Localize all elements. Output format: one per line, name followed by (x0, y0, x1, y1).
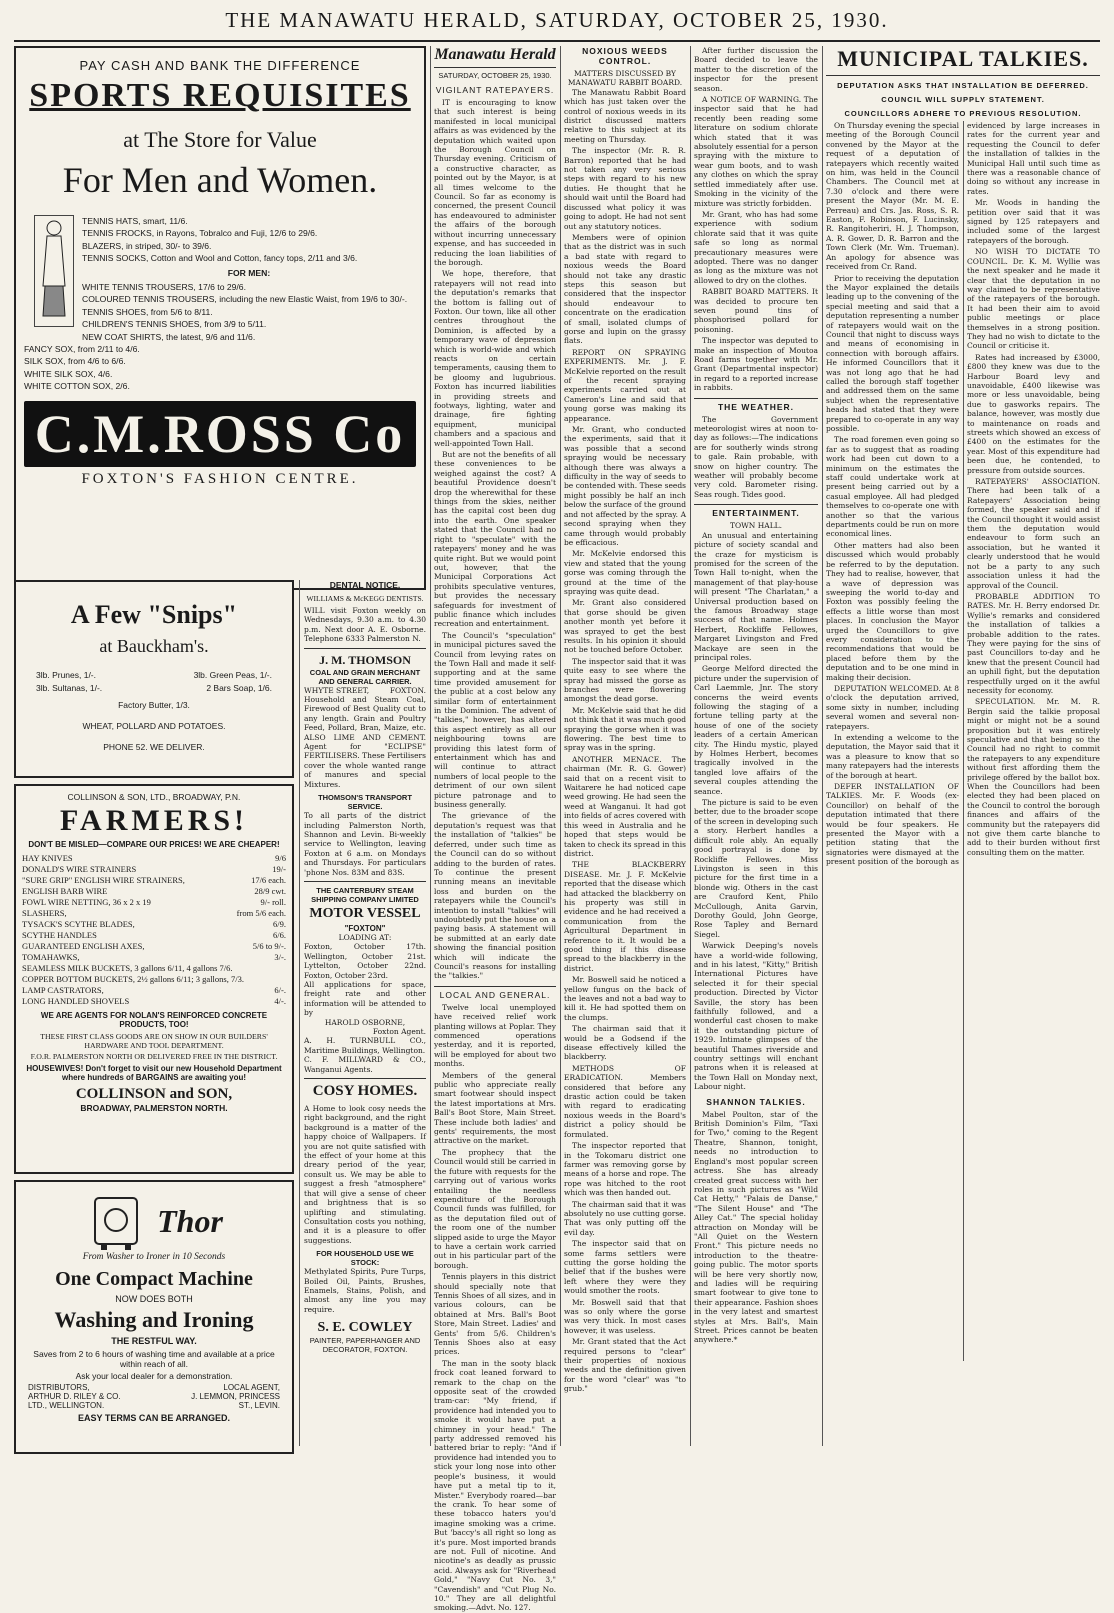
thor-terms: EASY TERMS CAN BE ARRANGED. (77, 1413, 230, 1423)
collinson-address: BROADWAY, PALMERSTON NORTH. (80, 1103, 228, 1113)
thor-headline: One Compact Machine (55, 1268, 253, 1290)
collinson-item: ENGLISH BARB WIRE 28/9 cwt. (22, 886, 286, 896)
dental-name: WILLIAMS & McKEGG DENTISTS. (306, 594, 424, 603)
ross-item-13: WHITE COTTON SOX, 2/6. (24, 381, 130, 392)
canterbury-agent: HAROLD OSBORNE, (324, 1017, 406, 1027)
herald-nameplate: Manawatu Herald (434, 46, 556, 68)
ross-sub2: For Men and Women. (62, 160, 378, 200)
column-rule (822, 46, 823, 1446)
collinson-top: COLLINSON & SON, LTD., BROADWAY, P.N. (67, 792, 241, 802)
collinson-housewives: HOUSEWIVES! Don't forget to visit our new Household Department where hundreds of BARGAINS are awaiting you! (26, 1064, 282, 1082)
entertainment-sub: TOWN HALL. (729, 521, 783, 531)
column-weather-entertainment (694, 46, 818, 1446)
thor-local: J. LEMMON, PRINCESS ST., LEVIN. (191, 1392, 280, 1410)
thor-headline2: Washing and Ironing (54, 1307, 254, 1332)
collinson-agents: WE ARE AGENTS FOR NOLAN'S REINFORCED CONCRETE PRODUCTS, TOO! (40, 1011, 268, 1029)
weather-title: THE WEATHER. (694, 398, 818, 412)
snips-item-peas: 3lb. Green Peas, 1/-. (193, 670, 272, 680)
entertainment-title: ENTERTAINMENT. (694, 504, 818, 518)
thomson-town: FOXTON. (389, 685, 426, 695)
collinson-headline: FARMERS! (59, 804, 249, 837)
shannon-body: Mabel Poulton, star of the British Dominion's Film, "Taxi for Two," coming to the Regent Theatre, Shannon, tonight, needs no introduction to England's most popular screen actress. She has already created great success with her roles in such pictures as "Wild Cat Hetty," "Palais de Danse," "The Silent House" and "The Alley Cat." The special holiday attraction on Monday will be "All Quiet on the Western Front." This picture needs no introduction to the theatre-going public. The motor sports will be here very shortly now, and ladies will be requiring smart footwear to give tone to their appearance. Fashion shoes in the very latest and smartest styles at Mrs. Ball's, Main Street. Prices cannot be beaten anywhere.* (694, 1109, 818, 1345)
weeds-continued: After further discussion the Board decided to leave the matter to the discretion of the inspector for the present season. A NOTICE OF WARNING. The inspector said that he had recently been reading some literature on sodium chlorate which stated that it was absolutely essential for a person spraying with the mixture to wear gum boots, and to wash any clothes on which the spray settled immediately after use. Smoking in the vicinity of the mixture was strictly forbidden. Mr. Grant, who has had some experience with sodium chlorate said that it was quite safe so long as normal precautionary measures were adopted. There was no danger as long as the mixture was not allowed to dry on the clothes. RABBIT BOARD MATTERS. It was decided to procure ten seven pound tins of phosphorised pollard for poisoning. The inspector was deputed to make an inspection of Moutoa Road farms together with Mr. Grant (Departmental inspector) in regard to a reported increase in rabbits. (694, 46, 818, 393)
thor-dist: ARTHUR D. RILEY & CO. LTD., WELLINGTON. (28, 1392, 121, 1410)
ross-banner: C.M.ROSS Co (24, 401, 416, 467)
canterbury-vessel: MOTOR VESSEL (309, 905, 421, 921)
collinson-item: COPPER BOTTOM BUCKETS, 2½ gallons 6/11; 3 gallons, 7/3. (22, 974, 244, 984)
ross-advertisement (14, 46, 426, 590)
divider (304, 881, 426, 882)
collinson-item: LONG HANDLED SHOVELS 4/-. (22, 996, 286, 1006)
collinson-item: DONALD'S WIRE STRAINERS 19/- (22, 864, 286, 874)
snips-item-soap: 2 Bars Soap, 1/6. (206, 683, 272, 693)
ross-item-12: WHITE SILK SOX, 4/6. (24, 368, 113, 379)
collinson-item: HAY KNIVES 9/6 (22, 853, 286, 863)
cosy-title: COSY HOMES. (312, 1083, 418, 1100)
municipal-body: On Thursday evening the special meeting of the Borough Council convened by the Mayor at the request of a deputation of ratepayers which recently waited on him, was held in the Council Chambers. The Council met at 7.30 o'clock and there were present the Mayor (Mr. M. E. Perreau) and Crs. Jas. Ross, S. R. Easton, F. Robinson, F. Lucinsky, R. Rangitoheriri, H. J. Thompson, A. R. Gower, D. R. Barron and the Town Clerk (Mr. Wm. Trueman). An apology for absence was received from Cr. Rand. Prior to receiving the deputation the Mayor explained the details leading up to the convening of the special meeting and said that a deputation representing a number of ratepayers would wait on the Council that night to discuss ways and means of economising in connection with borough affairs. He informed Councillors that it was not long ago that he had called the borough staff together and addressed them on the same subject when the representative heads had stated that they were prepared to co-operate in any way possible. The road foremen even going so far as to suggest that as roading work had been cut down to a minimum on the estimates the staff could undertake work at present being carried out by a casual employee. All had pledged themselves to co-operate one with another so that the various departments could be run on more economical lines. Other matters had also been discussed which would probably be referred to by the deputation. They had to realise, however, that a wave of depression was sweeping the world to-day and Foxton was possibly feeling the effects a little worse than most places. In conclusion the Mayor urged the Councillors to give every consideration to the recommendations that would be placed before them by the deputation and to be one mind in making their decision. DEPUTATION WELCOMED. At 8 o'clock the deputation arrived, some sixty in number, including several women and several non-ratepayers. In extending a welcome to the deputation, the Mayor said that it was a pleasure to know that so many ratepayers had the interests of the borough at heart. DEFER INSTALLATION OF TALKIES. Mr. F. Woods (ex-Councillor) on behalf of the deputation intimated that there would be four speakers. He presented the Mayor with a petition stating that the signatories were dismayed at the present position of the borough as evidenced by large increases in rates for the current year and requesting the Council to defer the installation of talkies in the Municipal Hall until such time as there was a reasonable chance of doing so without any increase in rates. Mr. Woods in handing the petition over said that it was signed by 125 ratepayers and included some of the largest ratepayers of the borough. NO WISH TO DICTATE TO COUNCIL. Dr. K. M. Wyllie was the next speaker and he made it clear that the deputation in no way claimed to be representative of the ratepayers of the borough. It had been their aim to avoid public meetings or place themselves in a strong position. They had no wish to dictate to the Council or criticise it. Rates had increased by £3000, £800 they knew was due to the Harbour Board levy and unavoidable, £400 likewise was more or less unavoidable, being due to gasworks repairs. The balance, however, was mostly due to maintenance on roads and streets which showed an excess of £400 on the estimates for the year. Most of this expenditure had been due, he contended, to pressure from outside sources. RATEPAYERS' ASSOCIATION. There had been talk of a Ratepayers' Association being formed, the speaker said and if the Council thought it would assist them the deputation would endeavour to form such an association, but he wanted it clearly understood that he would not be a party to any such association unless it had the approval of the Council. PROBABLE ADDITION TO RATES. Mr. H. Berry endorsed Dr. Wyllie's remarks and considered the installation of talkies a probable addition to the rates. They were paying for the sins of past Councillors to-day and he knew that the present Council had an uphill fight, but the deputation respectfully urged on it the awful necessity for economy. SPECULATION. Mr. M. R. Bergin said the talkie proposal might or might not be a sound proposition but it was entirely speculative and that being so the Council had no right to commit the ratepayers to any expenditure without first affording them the privilege offered by the ballot box. When the Councillors had been elected they had been placed on the Council to control the borough finances and affairs of the community but the ratepayers did not give them carte blanche to add to their burden without first consulting them on the matter. (826, 121, 1100, 867)
weeds-title: NOXIOUS WEEDS CONTROL. (582, 46, 668, 66)
canterbury-top: THE CANTERBURY STEAM SHIPPING COMPANY LIMITED (311, 885, 419, 904)
collinson-item: TOMAHAWKS, 3/-. (22, 952, 286, 962)
collinson-item: "SURE GRIP" ENGLISH WIRE STRAINERS, 17/6 each. (22, 875, 286, 885)
canterbury-advertisement (304, 886, 426, 1074)
canterbury-a2: A. H. TURNBULL CO., Maritime Buildings, Wellington. (304, 1036, 426, 1055)
canterbury-dates: Foxton, October 17th. Wellington, October 21st. Lyttelton, October 22nd. Foxton, October 23rd. (304, 942, 426, 980)
thomson-sub: COAL AND GRAIN MERCHANT AND GENERAL CARRIER. (309, 667, 421, 686)
collinson-item: LAMP CASTRATORS, 6/-. (22, 985, 286, 995)
cosy-body: A Home to look cosy needs the right background, and the right background is a matter of the happy choice of Wallpapers. If you are not quite satisfied with the effect of your home at this dreary period of the year, consult us. We may be able to suggest a fresh "atmosphere" that will give a sense of cheer and brightness that is so uplifting and stimulating. Consultation costs you nothing, and it is a pleasure to offer suggestions. (304, 1104, 426, 1245)
weather-body: The Government meteorologist wires at noon to-day as follows:—The indications are for southerly winds strong to gale. Rain probable, with snow on higher country. The weather will probably become very cold. Barometer rising. Seas rough. Tides good. (694, 414, 818, 499)
municipal-sub3: COUNCILLORS ADHERE TO PREVIOUS RESOLUTION. (844, 109, 1082, 118)
tennis-player-illustration (34, 215, 74, 327)
cosy-homes-advertisement (304, 1083, 426, 1354)
snips-item-prunes: 3lb. Prunes, 1/-. (36, 670, 97, 680)
shannon-title: SHANNON TALKIES. (706, 1096, 806, 1107)
thor-advertisement (14, 1180, 294, 1454)
ross-item-5: WHITE TENNIS TROUSERS, 17/6 to 29/6. (82, 282, 246, 293)
thomson-street: WHYTE STREET, (304, 685, 370, 695)
dental-body: WILL visit Foxton weekly on Wednesdays, 9.30 a.m. to 4.30 p.m. Next door A. E. Osborne. Telephone 6333 Palmerston N. (304, 606, 426, 644)
local-general-body: Twelve local unemployed have received relief work planting willows at Poplar. They commenced operations yesterday, and it is reported, will be employed for about two months. Members of the general public who appreciate really smart footwear should inspect the latest importations at Mrs. Ball's Boot Store, Main Street. These include both ladies' and gents' requirements, the most attractive on the market. The prophecy that the Council would still be carried in the future with requests for the carrying out of various works entailing the needless expenditure of the Borough Council funds was fulfilled, for as the deputation filed out of the room one of the number slipped aside to urge the Mayor to have a certain work carried out in his particular part of the borough. Tennis players in this district should specially note that Tennis Shoes of all sizes, and in various colours, can be obtained at Mrs. Ball's Boot Store, Main Street. Ladies' and Gents' from 5/6. Children's Tennis Shoes also at easy prices. The man in the sooty black frock coat leaned forward to remark to the chap on the opposite seat of the crowded tram-car: "My friend, if providence had intended you to smoke it would have put a chimney in your head." The party addressed removed his battered briar to reply: "And if providence had intended you to stick your long nose into other people's business, it would have put a metal tip to it, Mister." Everybody roared—bar the crank. To hear some of these tobacco haters you'd imagine smoking was a crime. But 'baccy's all right so long as it's pure. Most imported brands are not. Full of nicotine. And nicotine's as deadly as prussic acid. Always ask for "Riverhead Gold," "Navy Cut No. 3," "Cavendish" and "Cut Plug No. 10." They are all delightful smoking.—Advt. No. 127. (434, 1002, 556, 1613)
column-weeds (564, 46, 686, 1446)
masthead-title: THE MANAWATU HERALD, SATURDAY, OCTOBER 25, 1930. (225, 8, 889, 32)
collinson-item: SLASHERS, from 5/6 each. (22, 908, 286, 918)
canterbury-apps: All applications for space, freight rate and other information will be attended to by (304, 979, 426, 1018)
cosy-stock-title: FOR HOUSEHOLD USE WE STOCK: (316, 1249, 414, 1268)
collinson-item: TYSACK'S SCYTHE BLADES, 6/9. (22, 919, 286, 929)
herald-heading: VIGILANT RATEPAYERS. (435, 85, 555, 95)
herald-editorial-body: IT is encouraging to know that such interest is being manifested in local municipal affairs as was evidenced by the deputation which waited upon the Borough Council on Thursday evening. Criticism of a constructive character, as pointed out by the Mayor, is at all times welcome to the Council. So far as economy is concerned, the present Council has endeavoured to administer the affairs of the borough without incurring unnecessary expense, and has succeeded in reducing the loan liabilities of the borough. We hope, therefore, that ratepayers will not read into the deputation's remarks that the bottom is falling out of Foxton. Our town, like all other centres throughout the Dominion, is affected by a temporary wave of depression which is world-wide and which reacts on certain temperaments, causing them to be gloomy and lugubrious. Foxton has incurred liabilities in providing streets and footways, lighting, water and drainage, fire fighting equipment, municipal chambers and a spacious and well-appointed Town Hall. But are not the benefits of all these conveniences to be weighed against the cost? A beautiful Providence doesn't drop the wherewithal for these things from the skies, neither has the capital cost been dug into the earth. One speaker stated that the Council had no right to "speculate" with the ratepayers' money and he was quite right. But we would point out, however, that the Municipal Corporations Act prohibits speculative ventures, but provides the necessary safeguards for investment of public finance which includes recreation and entertainment. The Council's "speculation" in municipal pictures saved the Council from levying rates on the Town Hall and made it self-supporting and at the same time provided amusement for the public at a cost below any similar form of entertainment in the Dominion. The advent of "talkies," however, has altered this aspect entirely as all our neighbouring towns are providing this latest form of entertainment which has and will continue to attract numbers of local people to the detriment of our own silent picture patronage and to business generally. The grievance of the deputation's request was that the installation of "talkies" be deferred, under such time as the Council can do so without adding to the burden of rates. To continue the present running means an inevitable loss and burden on the ratepayers while the Council's intention to install "talkies" will undoubtedly put the house on a paying basis. A statement will be submitted at an early date showing the financial position which will indicate the Council's reasons for installing the "talkies." (434, 98, 556, 981)
collinson-advertisement (14, 784, 294, 1174)
column-rule (690, 46, 691, 1446)
ross-top-line: PAY CASH AND BANK THE DIFFERENCE (79, 58, 361, 73)
dental-notice (304, 580, 426, 644)
collinson-item: GUARANTEED ENGLISH AXES, 5/6 to 9/-. (22, 941, 286, 951)
thor-caption: From Washer to Ironer in 10 Seconds (82, 1252, 226, 1262)
column-small-ads (304, 580, 426, 1446)
ross-sub1: at The Store for Value (123, 127, 317, 152)
collinson-warn: DON'T BE MISLED—COMPARE OUR PRICES! WE ARE CHEAPER! (28, 840, 280, 849)
divider (304, 648, 426, 649)
ross-item-9: NEW COAT SHIRTS, the latest, 9/6 and 11/6. (82, 331, 256, 342)
cosy-name: S. E. COWLEY (317, 1320, 413, 1336)
thor-brand: Thor (157, 1202, 223, 1239)
local-general-heading: LOCAL AND GENERAL. (434, 986, 556, 1000)
canterbury-a3: C. F. MILLWARD & CO., Wanganui Agents. (304, 1055, 426, 1074)
collinson-name: COLLINSON and SON, (75, 1086, 233, 1102)
column-rule (430, 46, 431, 1446)
ross-item-2: BLAZERS, in striped, 30/- to 39/6. (82, 240, 212, 251)
thor-ask: Ask your local dealer for a demonstration. (75, 1371, 233, 1381)
ross-item-4: FOR MEN: (227, 267, 271, 278)
column-rule (560, 46, 561, 1446)
cosy-stock: Methylated Spirits, Pure Turps, Boiled Oil, Paints, Brushes, Enamels, Stains, Polish, and almost any line you may require. (304, 1267, 426, 1314)
snips-phone: PHONE 52. WE DELIVER. (103, 742, 205, 752)
snips-sub: at Bauckham's. (99, 636, 209, 656)
ross-item-0: TENNIS HATS, smart, 11/6. (82, 216, 188, 226)
thomson-advertisement (304, 653, 426, 877)
column-municipal (826, 46, 1100, 1446)
ross-tagline: FOXTON'S FASHION CENTRE. (81, 470, 359, 487)
ross-item-1: TENNIS FROCKS, in Rayons, Tobralco and Fuji, 12/6 to 29/6. (82, 228, 318, 239)
thor-local-label: LOCAL AGENT, (223, 1383, 280, 1392)
divider (304, 1078, 426, 1079)
snips-advertisement (14, 580, 294, 778)
cosy-trade: PAINTER, PAPERHANGER AND DECORATOR, FOXTON. (309, 1336, 421, 1355)
ross-item-3: TENNIS SOCKS, Cotton and Wool and Cotton, fancy tops, 2/11 and 3/6. (82, 253, 358, 264)
column-editorial (434, 46, 556, 1613)
collinson-item: SEAMLESS MILK BUCKETS, 3 gallons 6/11, 4 gallons 7/6. (22, 963, 233, 973)
ross-item-6: COLOURED TENNIS TROUSERS, including the new Elastic Waist, from 19/6 to 30/-. (82, 294, 408, 305)
thor-restful: THE RESTFUL WAY. (111, 1336, 197, 1346)
collinson-show: THESE FIRST CLASS GOODS ARE ON SHOW IN OUR BUILDERS' HARDWARE AND TOOL DEPARTMENT. (40, 1032, 268, 1050)
thomson-name: J. M. THOMSON (319, 652, 411, 667)
column-rule (299, 580, 300, 1446)
collinson-item: SCYTHE HANDLES 6/6. (22, 930, 286, 940)
ross-item-11: SILK SOX, from 4/6 to 6/6. (24, 356, 126, 367)
snips-item-sultanas: 3lb. Sultanas, 1/-. (36, 683, 103, 693)
thor-dist-label: DISTRIBUTORS, (28, 1383, 90, 1392)
snips-wheat: WHEAT, POLLARD AND POTATOES. (82, 721, 226, 731)
column-ads-lower-left (14, 580, 294, 1446)
thomson-transport-title: THOMSON'S TRANSPORT SERVICE. (318, 793, 412, 812)
thor-now: NOW DOES BOTH (115, 1294, 193, 1304)
municipal-title: MUNICIPAL TALKIES. (826, 46, 1100, 76)
thomson-body: Household and Steam Coal, Firewood of Best Quality cut to any length. Grain and Poultry Feed, Pollard, Bran, Maize, etc. ALSO LIME AND CEMENT. Agent for "ECLIPSE" FERTILISERS. These Fertilisers cover the whole wanted range of manures and special Mixtures. (304, 695, 426, 789)
collinson-fob: F.O.R. PALMERSTON NORTH OR DELIVERED FREE IN THE DISTRICT. (30, 1052, 278, 1061)
entertainment-body: An unusual and entertaining picture of society scandal and the craze for mysticism is promised for the screen of the Town Hall to-night, when the management of that play-house will present "The Charlatan," a Universal production based on the famous Broadway stage success of that name. Holmes Herbert, Rockliffe Fellowes, Margaret Livingston and Fred Mackaye are seen in the principal roles. George Melford directed the picture under the supervision of Carl Laemmle, Jnr. The story concerns the weird events following the staging of a fortune telling party at the house of one of the society leaders of a certain American city. The Hindu mystic, played by Holmes Herbert, becomes tragically involved in the tangled love affairs of the several couples attending the seance. The picture is said to be even better, due to the broader scope of the screen in developing such a story. Herbert handles a difficult role ably. An equally good portrayal is done by Rockliffe Fellowes. Miss Livingston is seen in this picture for the first time in a blonde wig. Others in the cast are Crauford Kent, Philo McCullough, Anita Garvin, Dorothy Gould, John George, Rose Tapley and Bernard Siegel. Warwick Deeping's novels have a world-wide following, and in his latest, "Kitty," British International Pictures have selected it for their special production. Directed by Victor Saville, the story has been faithfully followed, and a wonderful cast chosen to make it the outstanding picture of 1929. Intimate glimpses of the beautiful Thames riverside and country settings will enchant patrons when it is released at the Town Hall on Monday next, Labour night. (694, 530, 818, 1092)
masthead-rule (14, 40, 1100, 42)
thomson-transport: To all parts of the district including Palmerston North, Shannon and Levin. Bi-weekly service to Wellington, leaving Foxton at 6 a.m. on Mondays and Thursdays. For particulars 'phone Nos. 83M and 83S. (304, 811, 426, 877)
herald-date: SATURDAY, OCTOBER 25, 1930. (438, 71, 552, 80)
washing-machine-illustration (85, 1190, 147, 1252)
masthead (0, 0, 1114, 40)
canterbury-name: "FOXTON" (344, 923, 386, 933)
canterbury-agent-title: Foxton Agent. (372, 1027, 426, 1036)
weeds-body: The Manawatu Rabbit Board which has just taken over the control of noxious weeds in its district discussed matters relative to this subject at its meeting on Thursday. The inspector (Mr. R. R. Barron) reported that he had not taken any very serious steps with regard to his new duties. He thought that he should wait until the Board had discussed what policy it was going to adopt. He had not sent out any statutory notices. Members were of opinion that as the district was in such a bad state with regard to noxious weeds the Board should not take any drastic steps this season but considered that the inspector should endeavour to concentrate on the eradication of small, isolated clumps of gorse and lupin on the grassy flats. REPORT ON SPRAYING EXPERIMENTS. Mr. J. F. McKelvie reported on the result of the recent spraying experiments carried out at Cameron's Line and said that young gorse was making its appearance. Mr. Grant, who conducted the experiments, said that it was possible that a second spraying would be necessary although there was always a difficulty in the way of seeds to be contended with. These seeds might possibly be half an inch below the surface of the ground and not affected by the spray. A second spraying when they came through would probably be efficacious. Mr. McKelvie endorsed this view and stated that the young gorse was coming through the ground at the time of the spraying was quite dead. Mr. Grant also considered that gorse should be given another month yet before it was sprayed to get the best results. In his opinion it should not be touched before October. The inspector said that it was quite easy to see where the spray had missed the gorse as branches were flowering amongst the dead gorse. Mr. McKelvie said that he did not think that it was much good spraying the gorse when it was flowering. The best time to spray was in the spring. ANOTHER MENACE. The chairman (Mr. R. G. Gower) said that on a recent visit to Waitarere he had noticed cape weed growing. He had seen the weed at Wanganui. It had got into fields of acres covered with this weed in Australia and he hoped that steps would be taken to check its spread in this district. THE BLACKBERRY DISEASE. Mr. J. F. McKelvie reported that the disease which had attacked the blackberry on his property was still in evidence and he had received a communication from the Agricultural Department in reference to it. It would be a good thing if this disease spread to the blackberry in the district. Mr. Boswell said he noticed a yellow fungus on the back of the leaves and not a bad way to kill it. He had spotted them on the clumps. The chairman said that it would be a Godsend if the disease effectively killed the blackberry. METHODS OF ERADICATION. Members considered that before any drastic action could be taken with regard to eradicating noxious weeds in the Board's district a policy should be formulated. The inspector reported that in the Tokomaru district one farmer was removing gorse by means of a horse and rope. The rope was hitched to the root which was then handed out. The chairman said that it was absolutely no use cutting gorse. That was only putting off the evil day. The inspector said that on some farms settlers were cutting the gorse holding the belief that if the bushes were left where they were they would smother the roots. Mr. Boswell said that that was so only where the gorse was very thick. In most cases however, it was useless. Mr. Grant stated that the Act required persons to "clear" their properties of noxious weeds and the definition given for the word "clear" was "to grub." (564, 87, 686, 1394)
weeds-sub: MATTERS DISCUSSED BY MANAWATU RABBIT BOARD. (567, 69, 683, 88)
municipal-sub1: DEPUTATION ASKS THAT INSTALLATION BE DEFERRED. (837, 81, 1089, 90)
collinson-item: FOWL WIRE NETTING, 36 x 2 x 19 9/- roll. (22, 897, 286, 907)
thor-body: Saves from 2 to 6 hours of washing time and available at a price within reach of all. (33, 1349, 275, 1369)
ross-item-10: FANCY SOX, from 2/11 to 4/6. (24, 344, 140, 355)
dental-title: DENTAL NOTICE. (329, 580, 401, 590)
ross-headline: SPORTS REQUISITES (29, 77, 411, 114)
municipal-sub2: COUNCIL WILL SUPPLY STATEMENT. (881, 95, 1045, 104)
canterbury-loading: LOADING AT: (338, 932, 392, 942)
ross-item-7: TENNIS SHOES, from 5/6 to 8/11. (82, 306, 213, 317)
snips-headline: A Few "Snips" (70, 600, 238, 629)
ross-item-8: CHILDREN'S TENNIS SHOES, from 3/9 to 5/11. (82, 319, 267, 330)
snips-butter: Factory Butter, 1/3. (118, 700, 190, 710)
